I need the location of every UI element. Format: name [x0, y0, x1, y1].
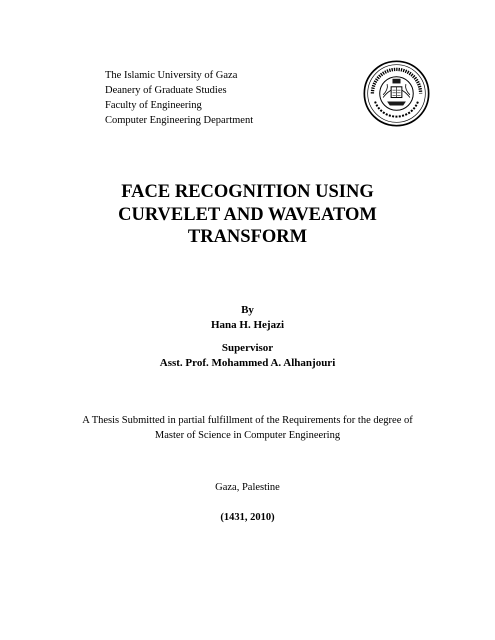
place-text: Gaza, Palestine — [215, 482, 280, 493]
date — [0, 510, 495, 525]
thesis-title — [0, 181, 495, 249]
title-line-1: FACE RECOGNITION USING — [121, 182, 374, 202]
faculty-name: Faculty of Engineering — [105, 100, 202, 111]
date-text: (1431, 2010) — [220, 512, 275, 523]
author-block — [0, 303, 495, 333]
institution-block — [105, 68, 253, 128]
supervisor-block — [0, 341, 495, 371]
by-label: By — [241, 304, 254, 316]
university-seal-icon — [363, 60, 430, 127]
place — [0, 480, 495, 495]
thesis-statement-line-1: A Thesis Submitted in partial fulfillment of the Requirements for the degree of — [82, 415, 413, 426]
deanery-name: Deanery of Graduate Studies — [105, 85, 227, 96]
supervisor-label: Supervisor — [221, 342, 274, 354]
thesis-statement-line-2: Master of Science in Computer Engineering — [154, 430, 341, 441]
title-line-2: CURVELET AND WAVEATOM — [118, 204, 377, 225]
supervisor-name: Asst. Prof. Mohammed A. Alhanjouri — [159, 357, 336, 369]
thesis-statement — [0, 413, 495, 443]
university-name: The Islamic University of Gaza — [105, 70, 238, 81]
title-line-3: TRANSFORM — [187, 227, 308, 247]
department-name: Computer Engineering Department — [105, 115, 254, 126]
author-name: Hana H. Hejazi — [210, 319, 285, 331]
